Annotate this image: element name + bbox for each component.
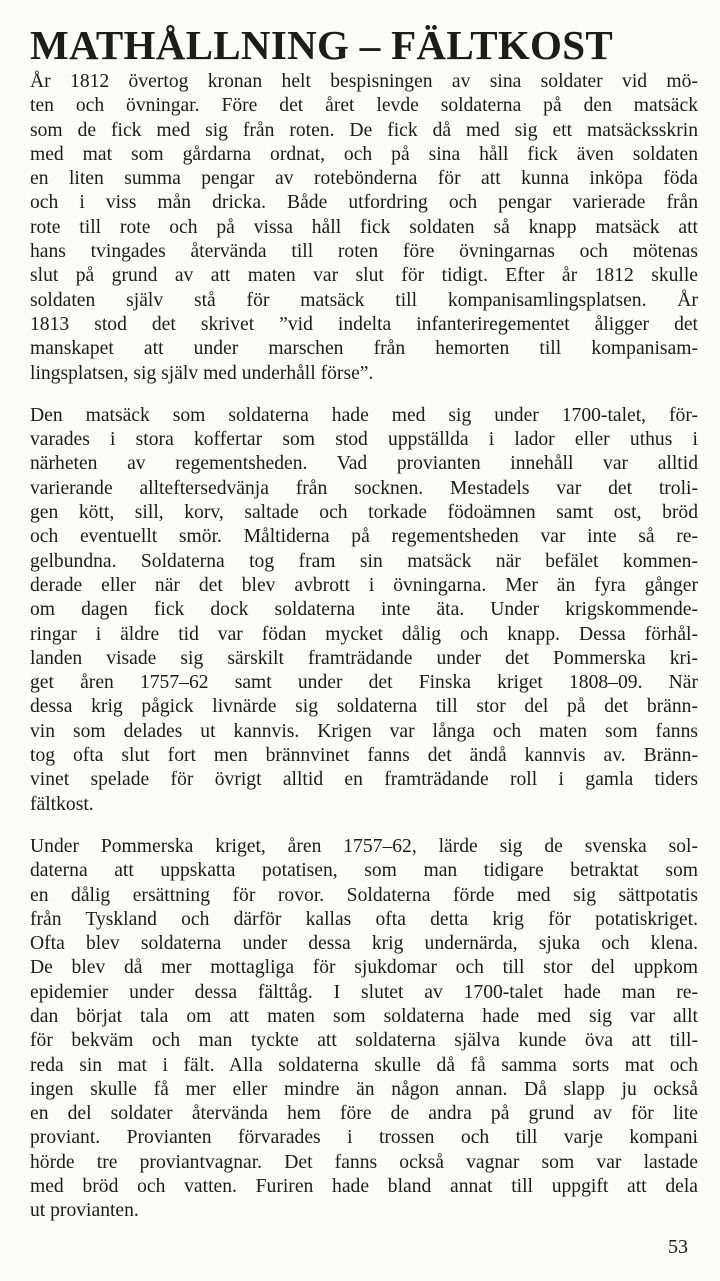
text-line: proviant. Provianten förvarades i trossen och till varje kompani	[30, 1127, 698, 1149]
text-line: och eventuellt smör. Måltiderna på regementsheden var inte så re-	[30, 526, 698, 548]
page	[30, 22, 698, 1224]
text-line: reda sin mat i fält. Alla soldaterna skulle då få samma sorts mat och	[30, 1054, 698, 1076]
text-line: dessa krig pågick livnärde sig soldaterna till stor del på det bränn-	[30, 696, 698, 718]
text-line: med mat som gårdarna ordnat, och på sina håll fick även soldaten	[30, 143, 698, 165]
text-line: derade eller när det blev avbrott i övningarna. Mer än fyra gånger	[30, 574, 698, 596]
text-line: manskapet att under marschen från hemorten till kompanisam-	[30, 338, 698, 360]
text-line: gelbundna. Soldaterna tog fram sin matsäck när befälet kommen-	[30, 550, 698, 572]
text-line: vinet spelade för övrigt alltid en framträdande roll i gamla tiders	[30, 769, 698, 791]
text-line: Under Pommerska kriget, åren 1757–62, lärde sig de svenska sol-	[30, 835, 698, 857]
text-line: som de fick med sig från roten. De fick då med sig ett matsäcksskrin	[30, 119, 698, 141]
text-line: rote till rote och på vissa håll fick soldaten så knapp matsäck att	[30, 216, 698, 238]
text-line: en del soldater återvända hem före de andra på grund av för lite	[30, 1103, 698, 1125]
text-line: ringar i äldre tid var födan mycket dålig och knapp. Dessa förhål-	[30, 623, 698, 645]
paragraph-1	[30, 70, 698, 386]
text-line: De blev då mer mottagliga för sjukdomar och till stor del uppkom	[30, 957, 698, 979]
text-line: slut på grund av att maten var slut för tidigt. Efter år 1812 skulle	[30, 265, 698, 287]
text-line: en dålig ersättning för rovor. Soldaterna förde med sig sättpotatis	[30, 884, 698, 906]
text-line: närheten av regementsheden. Vad provianten innehåll var alltid	[30, 453, 698, 475]
text-line: med bröd och vatten. Furiren hade bland annat till uppgift att dela	[30, 1176, 698, 1198]
text-line: ten och övningar. Före det året levde soldaterna på den matsäck	[30, 95, 698, 117]
text-line: varierande allteftersedvänja från socknen. Mestadels var det troli-	[30, 477, 698, 499]
text-line: från Tyskland och därför kallas ofta detta krig för potatiskriget.	[30, 908, 698, 930]
text-line: lingsplatsen, sig själv med underhåll förse”.	[30, 362, 374, 384]
text-line: en liten summa pengar av rotebönderna för att kunna inköpa föda	[30, 168, 698, 190]
text-line: tog ofta slut fort men brännvinet fanns det ändå kannvis av. Bränn-	[30, 745, 698, 767]
text-line: År 1812 övertog kronan helt bespisningen av sina soldater vid mö-	[30, 71, 698, 92]
text-line: fältkost.	[30, 793, 94, 815]
text-line: hörde tre proviantvagnar. Det fanns också vagnar som var lastade	[30, 1151, 698, 1173]
text-line: daterna att uppskatta potatisen, som man tidigare betraktat som	[30, 860, 698, 882]
page-number: 53	[668, 1236, 688, 1258]
text-line: Ofta blev soldaterna under dessa krig undernärda, sjuka och klena.	[30, 933, 698, 955]
paragraph-2	[30, 404, 698, 817]
text-line: ut provianten.	[30, 1200, 139, 1222]
text-line: gen kött, sill, korv, saltade och torkade födoämnen samt ost, bröd	[30, 502, 698, 524]
text-line: hans tvingades återvända till roten före övningarnas och mötenas	[30, 241, 698, 263]
text-line: varades i stora koffertar som stod uppställda i lador eller uthus i	[30, 429, 698, 451]
text-line: 1813 stod det skrivet ”vid indelta infanteriregementet åligger det	[30, 313, 698, 335]
text-line: om dagen fick dock soldaterna inte äta. Under krigskommende-	[30, 599, 698, 621]
text-line: Den matsäck som soldaterna hade med sig under 1700-talet, för-	[30, 404, 698, 426]
paragraph-3	[30, 835, 698, 1224]
page-title: MATHÅLLNING – FÄLTKOST	[30, 22, 613, 68]
text-line: soldaten själv stå för matsäck till kompanisamlingsplatsen. År	[30, 289, 698, 311]
text-line: epidemier under dessa fälttåg. I slutet av 1700-talet hade man re-	[30, 981, 698, 1003]
text-line: get åren 1757–62 samt under det Finska kriget 1808–09. När	[30, 672, 698, 694]
text-line: vin som delades ut kannvis. Krigen var långa och maten som fanns	[30, 720, 698, 742]
text-line: och i viss mån dricka. Både utfordring och pengar varierade från	[30, 192, 698, 214]
text-line: landen visade sig särskilt framträdande under det Pommerska kri-	[30, 647, 698, 669]
text-line: för bekväm och man tyckte att soldaterna själva kunde öva att till-	[30, 1030, 698, 1052]
text-line: ingen skulle få mer eller mindre än någon annan. Då slapp ju också	[30, 1078, 698, 1100]
text-line: dan börjat tala om att maten som soldaterna hade med sig var allt	[30, 1005, 698, 1027]
